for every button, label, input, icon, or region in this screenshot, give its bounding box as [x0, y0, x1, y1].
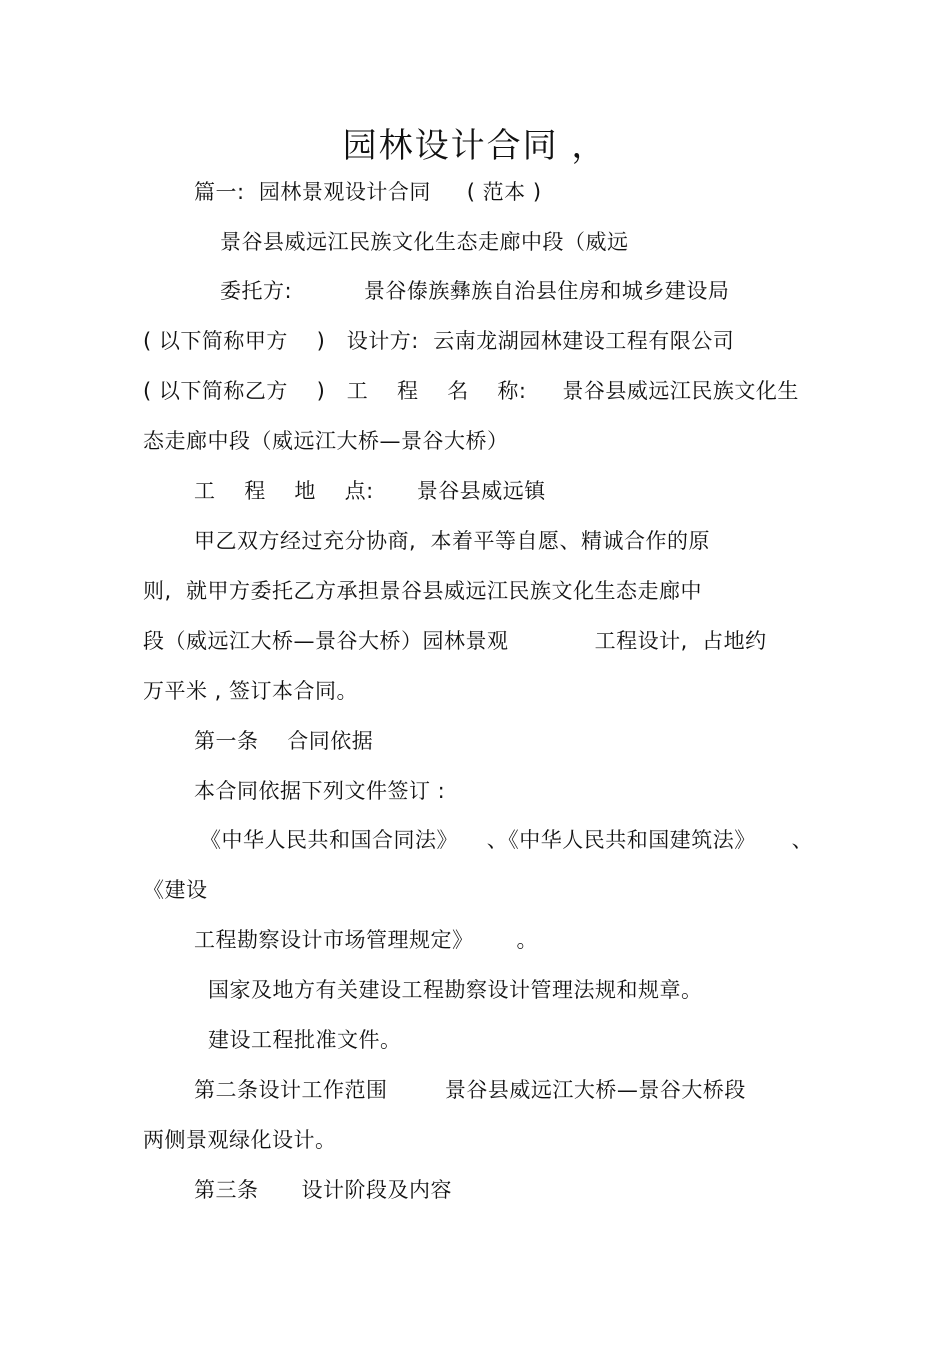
text-line: 两侧景观绿化设计。: [143, 1128, 337, 1152]
text-line: ( 以下简称甲方 ) 设计方: 云南龙湖园林建设工程有限公司: [143, 329, 735, 353]
text-line: 建设工程批准文件。: [208, 1028, 402, 1052]
text-line: 《建设: [143, 878, 208, 902]
text-line: 篇一: 园林景观设计合同 ( 范本 ): [194, 180, 542, 204]
text-line: 工 程 地 点: 景谷县威远镇: [194, 479, 546, 503]
text-line: 万平米 , 签订本合同。: [143, 679, 359, 703]
section-heading: 第二条设计工作范围 景谷县威远江大桥—景谷大桥段: [194, 1078, 746, 1102]
text-line: 态走廊中段（威远江大桥—景谷大桥）: [143, 429, 509, 453]
text-line: 工程勘察设计市场管理规定》 。: [194, 928, 539, 952]
text-line: 委托方: 景谷傣族彝族自治县住房和城乡建设局: [220, 279, 730, 303]
text-line: 则, 就甲方委托乙方承担景谷县威远江民族文化生态走廊中: [143, 579, 703, 603]
document-title: 园林设计合同 ，: [342, 126, 608, 166]
text-line: 《中华人民共和国合同法》 、《中华人民共和国建筑法》 、: [200, 828, 814, 852]
section-heading: 第三条 设计阶段及内容: [194, 1178, 453, 1202]
text-line: 景谷县威远江民族文化生态走廊中段（威远: [220, 230, 629, 254]
text-line: 国家及地方有关建设工程勘察设计管理法规和规章。: [208, 978, 703, 1002]
text-line: 段（威远江大桥—景谷大桥）园林景观 工程设计, 占地约: [143, 629, 767, 653]
text-line: 甲乙双方经过充分协商, 本着平等自愿、精诚合作的原: [194, 529, 711, 553]
text-line: ( 以下简称乙方 ) 工 程 名 称: 景谷县威远江民族文化生: [143, 379, 799, 403]
section-heading: 第一条 合同依据: [194, 729, 374, 753]
text-line: 本合同依据下列文件签订 :: [194, 779, 446, 803]
